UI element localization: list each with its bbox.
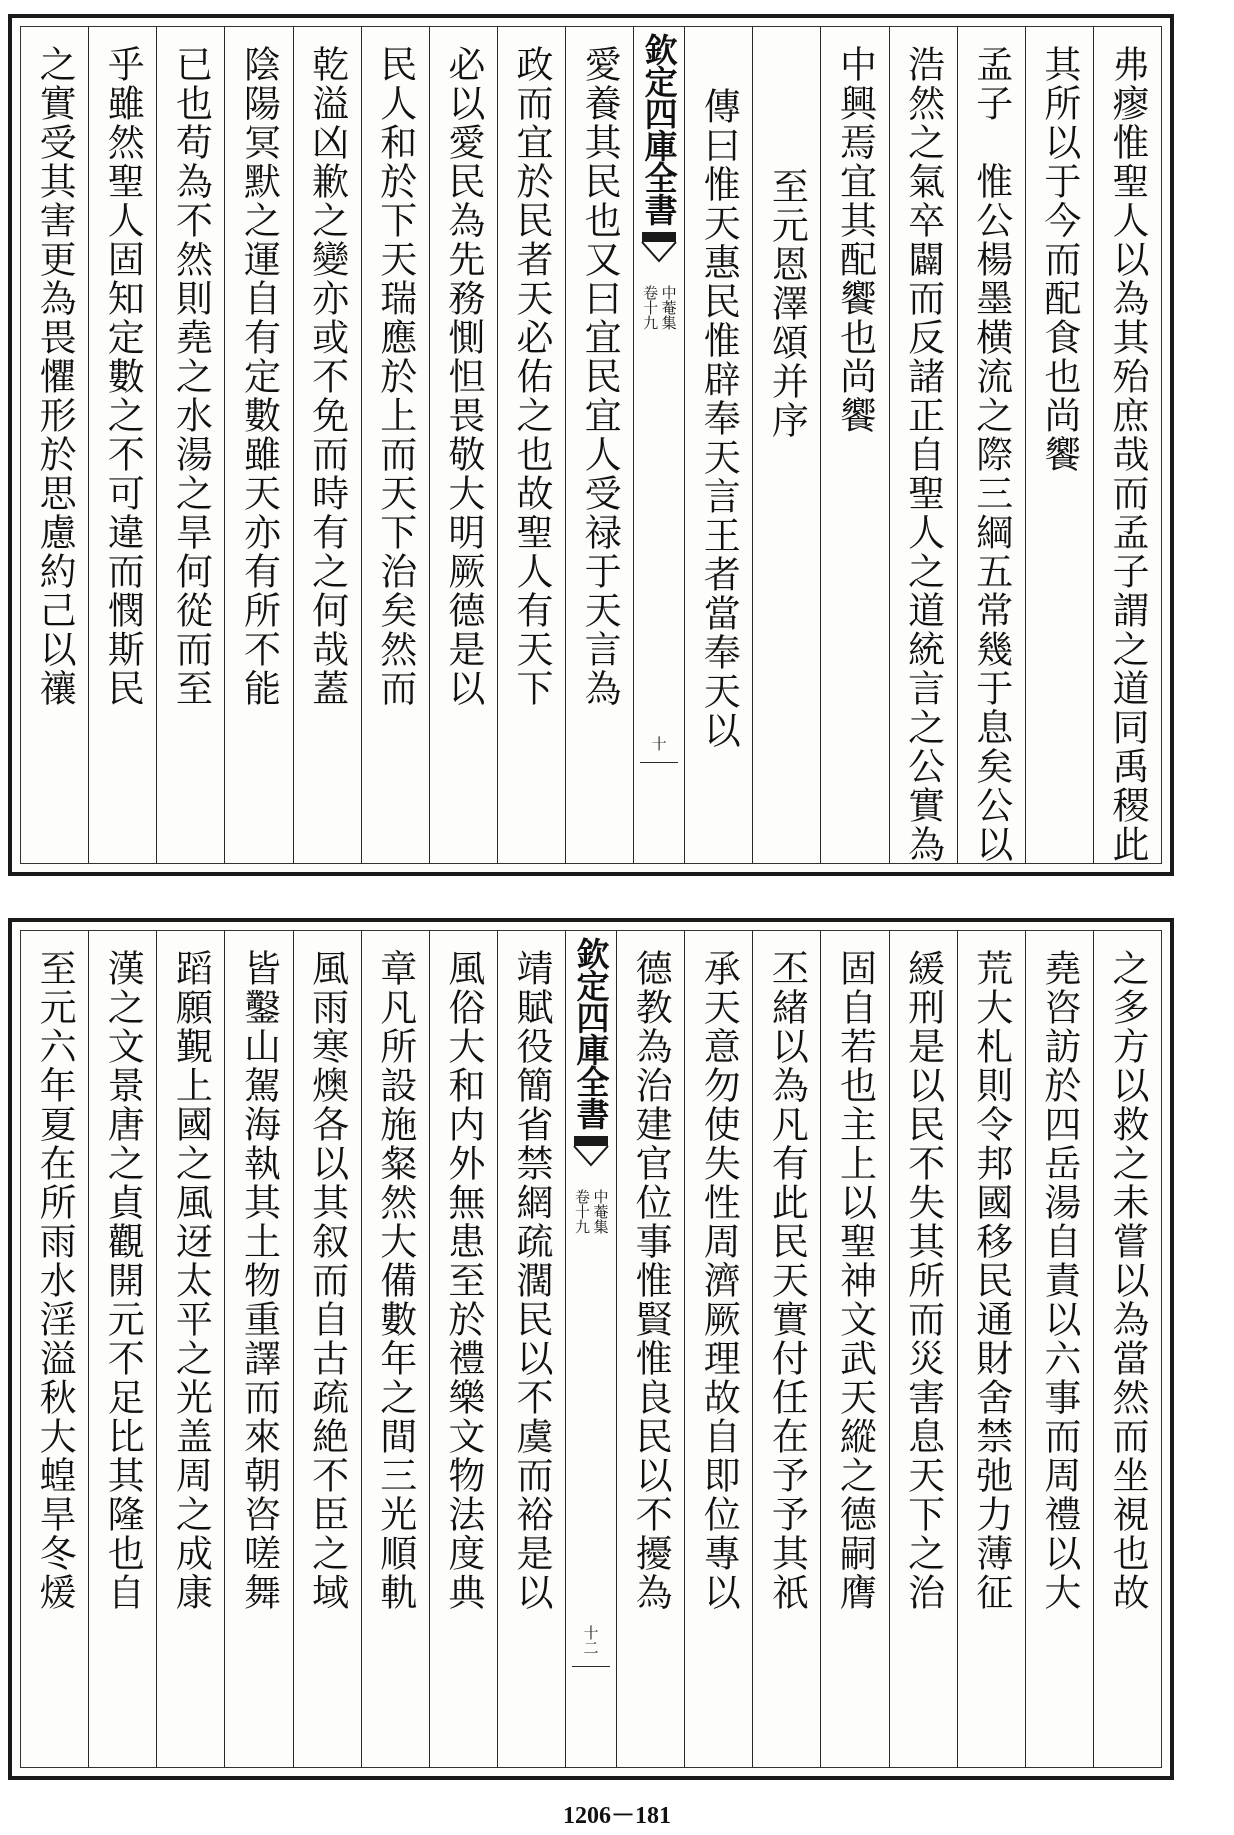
fishtail-icon: [641, 231, 677, 271]
column-text: 荒大札則令邦國移民通財舍禁弛力薄征: [969, 949, 1013, 1612]
column-text: 緩刑是以民不失其所而災害息天下之治: [901, 949, 945, 1612]
column-text: 之實受其害更為畏懼形於思慮約己以禳: [33, 45, 77, 708]
text-column: [1025, 27, 1093, 863]
text-column: [684, 27, 752, 863]
text-column: [497, 931, 565, 1767]
column-text: 中興焉宜其配饗也尚饗: [833, 45, 877, 435]
band-divider: [640, 762, 678, 763]
page-top: [8, 14, 1174, 876]
text-column: [565, 27, 633, 863]
collection-name: 中菴集: [591, 1189, 610, 1234]
column-text: 漢之文景唐之貞觀開元不足比其隆也自: [101, 949, 145, 1612]
text-column: [889, 931, 957, 1767]
column-text: 固自若也主上以聖神文武天縱之德嗣膺: [833, 949, 877, 1612]
column-text: 皆鑿山駕海執其土物重譯而來朝咨嗟舞: [237, 949, 281, 1612]
book-title: 欽定四庫全書: [639, 33, 679, 225]
text-column: [752, 931, 820, 1767]
page-number: 1206－181: [563, 1803, 671, 1829]
text-column: [361, 931, 429, 1767]
column-text: 弗瘳惟聖人以為其殆庶哉而孟子謂之道同禹稷此: [1105, 45, 1149, 864]
text-column: [293, 27, 361, 863]
text-column: [88, 27, 156, 863]
column-text: 蹈願覲上國之風迓太平之光盖周之成康: [169, 949, 213, 1612]
column-text: 浩然之氣卒闢而反諸正自聖人之道統言之公實為: [901, 45, 945, 864]
column-text: 之多方以救之未嘗以為當然而坐視也故: [1105, 949, 1149, 1612]
column-text: 陰陽冥默之運自有定數雖天亦有所不能: [237, 45, 281, 708]
text-column: [1025, 931, 1093, 1767]
text-column: [616, 931, 684, 1767]
text-column: [429, 931, 497, 1767]
column-text: 乎雖然聖人固知定數之不可違而憫斯民: [101, 45, 145, 708]
column-text: 傳曰惟天惠民惟辟奉天言王者當奉天以: [697, 87, 741, 750]
text-frame-top: [20, 26, 1162, 864]
section-heading: 至元恩澤頌并序: [765, 167, 809, 440]
column-text: 乾溢凶歉之變亦或不免而時有之何哉蓋: [305, 45, 349, 708]
folio-number: 十二: [581, 1625, 600, 1655]
column-text: 孟子 惟公楊墨横流之際三綱五常幾于息矣公以: [969, 45, 1013, 864]
text-column: [957, 931, 1025, 1767]
band-divider: [572, 1666, 610, 1667]
column-text: 德教為治建官位事惟賢惟良民以不擾為: [629, 949, 673, 1612]
text-column: [156, 931, 224, 1767]
column-text: 風俗大和内外無患至於禮樂文物法度典: [441, 949, 485, 1612]
text-column: [21, 931, 88, 1767]
column-text: 靖賦役簡省禁網疏濶民以不虞而裕是以: [509, 949, 553, 1612]
text-column: [820, 931, 888, 1767]
column-text: 章凡所設施粲然大備數年之間三光順軌: [373, 949, 417, 1612]
folio-number: 十: [649, 736, 668, 751]
column-text: 必以愛民為先務惻怛畏敬大明厥德是以: [441, 45, 485, 708]
column-text: 其所以于今而配食也尚饗: [1037, 45, 1081, 474]
collection-name: 中菴集: [659, 285, 678, 330]
column-text: 承天意勿使失性周濟厥理故自即位專以: [697, 949, 741, 1612]
text-column: [752, 27, 820, 863]
column-text: 風雨寒燠各以其叙而自古疏絶不臣之域: [305, 949, 349, 1612]
page-bottom: [8, 918, 1174, 1780]
text-column: [1093, 27, 1161, 863]
column-text: 堯咨訪於四岳湯自責以六事而周禮以大: [1037, 949, 1081, 1612]
text-column: [497, 27, 565, 863]
collection-volume: [642, 285, 677, 330]
text-column: [684, 931, 752, 1767]
collection-volume: [574, 1189, 609, 1234]
column-text: 政而宜於民者天必佑之也故聖人有天下: [509, 45, 553, 708]
text-column: [1093, 931, 1161, 1767]
text-column: [21, 27, 88, 863]
column-text: 丕緒以為凡有此民天實付任在予予其祇: [765, 949, 809, 1612]
text-column: [361, 27, 429, 863]
center-band: [633, 27, 684, 863]
text-column: [293, 931, 361, 1767]
column-text: 愛養其民也又曰宜民宜人受禄于天言為: [578, 45, 622, 708]
text-frame-bottom: [20, 930, 1162, 1768]
text-column: [224, 931, 292, 1767]
column-text: 民人和於下天瑞應於上而天下治矣然而: [373, 45, 417, 708]
text-column: [957, 27, 1025, 863]
text-column: [88, 931, 156, 1767]
text-column: [156, 27, 224, 863]
fishtail-icon: [573, 1135, 609, 1175]
volume-number: 卷十九: [641, 285, 660, 330]
column-text: 已也苟為不然則堯之水湯之旱何從而至: [169, 45, 213, 708]
text-column: [224, 27, 292, 863]
volume-number: 卷十九: [573, 1189, 591, 1234]
book-title: 欽定四庫全書: [571, 937, 611, 1129]
text-column: [429, 27, 497, 863]
text-column: [889, 27, 957, 863]
center-band: [565, 931, 616, 1767]
text-column: [820, 27, 888, 863]
column-text: 至元六年夏在所雨水淫溢秋大蝗旱冬煖: [33, 949, 77, 1612]
